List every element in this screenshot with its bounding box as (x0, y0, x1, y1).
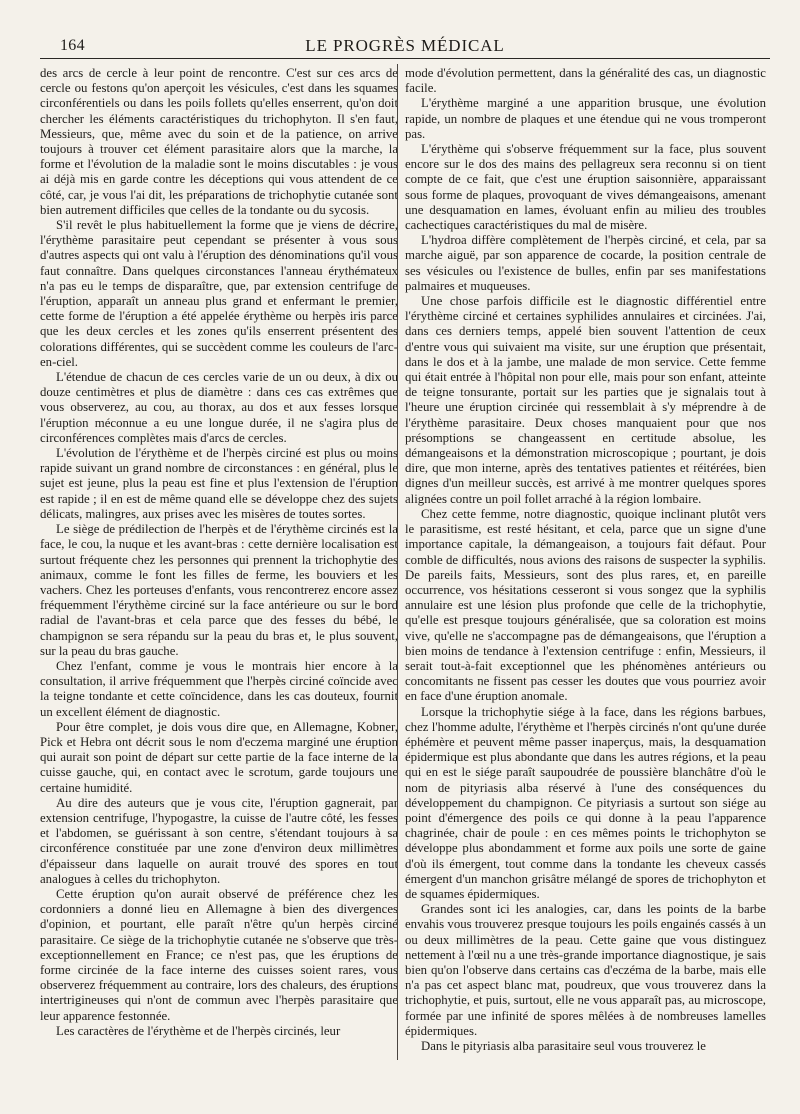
paragraph: S'il revêt le plus habituellement la forme que je viens de décrire, l'érythème parasitaire peut cependant se présenter à vous sous d'autres aspects qui ont valu à l'éruption des dénominations qu'il vous faut connaître. Dans quelques circonstances l'anneau érythémateux n'a pas eu le temps de disparaître, que, par extension centrifuge de l'éruption, apparaît un anneau plus grand et enfermant le premier, cette forme de l'éruption a été appelée érythème ou herpès iris parce que les deux cercles et les zones qu'ils enserrent présentent des colorations différentes, qui se succèdent comme les couleurs de l'arc-en-ciel. (40, 218, 398, 369)
page-number: 164 (60, 37, 85, 54)
paragraph: L'érythème marginé a une apparition brusque, une évolution rapide, un nombre de plaques et une étendue qui ne vous tromperont pas. (405, 96, 766, 141)
paragraph: Les caractères de l'érythème et de l'herpès circinés, leur (56, 1023, 341, 1038)
paragraph: Grandes sont ici les analogies, car, dans les points de la barbe envahis vous trouverez presque toujours les poils engainés cassés à un ou deux millimètres de la peau. Cette gaine que vous distinguez nettement à l'œil nu a une très-grande importance diagnostique, je sais bien qu'on l'observe dans certains cas d'eczéma de la barbe, mais elle n'a pas cet aspect blanc mat, poudreux, que vous trouverez dans la trichophytie, et puis, surtout, elle ne vous apparaît pas, au microscope, formée par une infinité de spores mêlées à de nombreuses lamelles épidermiques. (405, 902, 766, 1038)
paragraph: Lorsque la trichophytie siége à la face, dans les régions barbues, chez l'homme adulte, l'érythème et l'herpès circinés n'ont qu'une durée éphémère et peuvent même passer inaperçus, mais, la desquamation épidermique est plus abondante que dans les autres régions, et la peau qui en est le siége paraît saupoudrée de poussière blanchâtre d'où le nom de pityriasis alba réservé à l'une des conséquences du développement du champignon. Ce pityriasis a surtout son siége au point d'émergence des poils ce qui donne à la peau l'apparence chagrinée, chair de poule : en ces mêmes points le trichophyton se développe plus abondamment et forme aux poils une sorte de gaine d'où ils émergent, tout comme dans la tondante les cheveux cassés émergent d'un manchon grisâtre mélangé de spores de trichophyton et de squames épidermiques. (405, 704, 766, 901)
running-title: LE PROGRÈS MÉDICAL (305, 36, 505, 55)
paragraph: Dans le pityriasis alba parasitaire seul vous trouverez le (421, 1039, 706, 1053)
column-divider (397, 64, 398, 1060)
paragraph: L'érythème qui s'observe fréquemment sur la face, plus souvent encore sur le dos des mains des pellagreux sera reconnu si on tient compte de ce fait, que c'est une éruption saisonnière, apparaissant sous forme de plaques, provoquant de vives démangeaisons, amenant une desquamation en lames, évoluant enfin au milieu des troubles cachectiques caractéristiques du mal de misère. (405, 142, 766, 233)
left-column (40, 66, 398, 1106)
paragraph: Au dire des auteurs que je vous cite, l'éruption gagnerait, par extension centrifuge, l'hypogastre, la cuisse de l'autre côté, les fesses et l'abdomen, se guérissant à son centre, s'étendant toujours à sa circonférence constituée par une zone d'environ deux millimètres d'épaisseur dans laquelle on aurait trouvé des spores en tout analogues à celles du trichophyton. (40, 795, 398, 886)
paragraph: Pour être complet, je dois vous dire que, en Allemagne, Kobner, Pick et Hebra ont décrit sous le nom d'eczema marginé une éruption qui aurait son point de départ sur cette partie de la face interne de la cuisse gauche, qui, en contact avec le scrotum, garde toujours une certaine humidité. (40, 719, 398, 795)
paragraph: L'hydroa diffère complètement de l'herpès circiné, et cela, par sa marche aiguë, par son apparence de cocarde, la position centrale de ses vésicules ou l'existence de bulles, enfin par ses manifestations palmaires et muqueuses. (405, 233, 766, 293)
paragraph: mode d'évolution permettent, dans la généralité des cas, un diagnostic facile. (405, 66, 766, 96)
paragraph: Chez l'enfant, comme je vous le montrais hier encore à la consultation, il arrive fréquemment que l'herpès circiné coïncide avec la teigne tondante et cette coïncidence, dans les cas douteux, fournit un excellent élément de diagnostic. (40, 658, 398, 719)
paragraph: Le siège de prédilection de l'herpès et de l'érythème circinés est la face, le cou, la nuque et les avant-bras : cette dernière localisation est surtout fréquente chez les personnes qui prennent la trichophytie des animaux, comme le font les filles de ferme, les bouviers et les vachers. Chez les porteuses d'enfants, vous rencontrerez encore assez fréquemment l'érythème circiné sur la face antérieure ou sur le bord radial de l'avant-bras et cela parce que des fesses du bébé, le champignon se sera répandu sur la peau du bras et, le plus souvent, sur la peau du bras gauche. (40, 522, 398, 658)
paragraph: L'évolution de l'érythème et de l'herpès circiné est plus ou moins rapide suivant un grand nombre de circonstances : en général, plus le sujet est jeune, plus la peau est fine et plus l'extension de l'éruption est rapide ; il en est de même quand elle se développe chez des sujets délicats, malingres, aux prises avec les misères de toutes sortes. (40, 446, 398, 521)
paragraph: Une chose parfois difficile est le diagnostic différentiel entre l'érythème circiné et certaines syphilides annulaires et circinées. J'ai, dans ces derniers temps, appelé bien souvent l'attention de ceux d'entre vous qui suivaient ma visite, sur une éruption que présentait, dans le dos et à la jambe, une malade de mon service. Cette femme qui était entrée à l'hôpital non pour elle, mais pour son enfant, atteinte de teigne tonsurante, portait sur les parties que je signalais tout à l'heure une éruption circinée qui ressemblait à s'y méprendre à de l'érythème parasitaire. Deux choses manquaient pour que nos présomptions se changeassent en certitude absolue, les démangeaisons et la démonstration microscopique ; pourtant, je dois dire, que mon interne, après des tentatives patientes et réitérées, bien dignes d'un meilleur succès, est arrivé à me montrer quelques spores alignées contre un poil follet arraché à la région lombaire. (405, 294, 766, 506)
page-header (40, 28, 770, 59)
paragraph: Chez cette femme, notre diagnostic, quoique inclinant plutôt vers le parasitisme, est resté hésitant, et cela, parce que un signe d'une importance capitale, la démangeaison, a toujours fait défaut. Pour comble de difficultés, nous avions des raisons de suspecter la syphilis. De pareils faits, Messieurs, sont des plus rares, et, en pareille occurrence, vos hésitations cesseront si vous songez que la syphilis annulaire est une lésion plus profonde que celle de la trichophytie, qu'elle est presque toujours généralisée, que sa coloration est moins vive, qu'elle ne s'accompagne pas de démangeaisons, que l'éruption a bien moins de tendance à l'extension centrifuge : enfin, Messieurs, il serait tout-à-fait exceptionnel que les phénomènes antérieurs ou concomitants ne fissent pas cesser les doutes que vous pourriez avoir en face d'une éruption anomale. (405, 506, 766, 704)
paragraph: Cette éruption qu'on aurait observé de préférence chez les cordonniers a donné lieu en Allemagne à bien des divergences d'opinion, et pourtant, elle paraît n'être qu'un herpès circiné parasitaire. Ce siège de la trichophytie cutanée ne s'observe que très-exceptionnellement en France; ce n'est pas, que les éruptions de forme circinée de la face interne des cuisses soient rares, vous observerez fréquemment au contraire, lors des chaleurs, des éruptions intertrigineuses qui n'ont de commun avec l'herpès parasitaire que leur apparence festonnée. (40, 886, 398, 1023)
paragraph: des arcs de cercle à leur point de rencontre. C'est sur ces arcs de cercle ou festons qu'on aperçoit les vésicules, c'est dans les squames circonférentiels ou dans les poils follets qu'elles enserrent, qu'on doit chercher les éléments caractéristiques du trichophyton. Il s'en faut, Messieurs, que, même avec du soin et de la patience, on arrive toujours à trouver cet élément parasitaire alors que la marche, la forme et l'évolution de la maladie sont le moins discutables : je vous ai déjà mis en garde contre les déceptions qui vous attendent de ce côté, car, je vous l'ai dit, les préparations de trichophytie cutanée sont bien autrement difficiles que celles de la tondante ou du sycosis. (40, 66, 398, 217)
right-column (405, 66, 766, 1106)
paragraph: L'étendue de chacun de ces cercles varie de un ou deux, à dix ou douze centimètres et plus de diamètre : dans ces cas extrêmes que vous observerez, au cou, au thorax, au dos et aux fesses lorsque l'éruption méconnue a eu une longue durée, il ne s'agira plus de circonférences complètes mais d'arcs de cercles. (40, 370, 398, 445)
